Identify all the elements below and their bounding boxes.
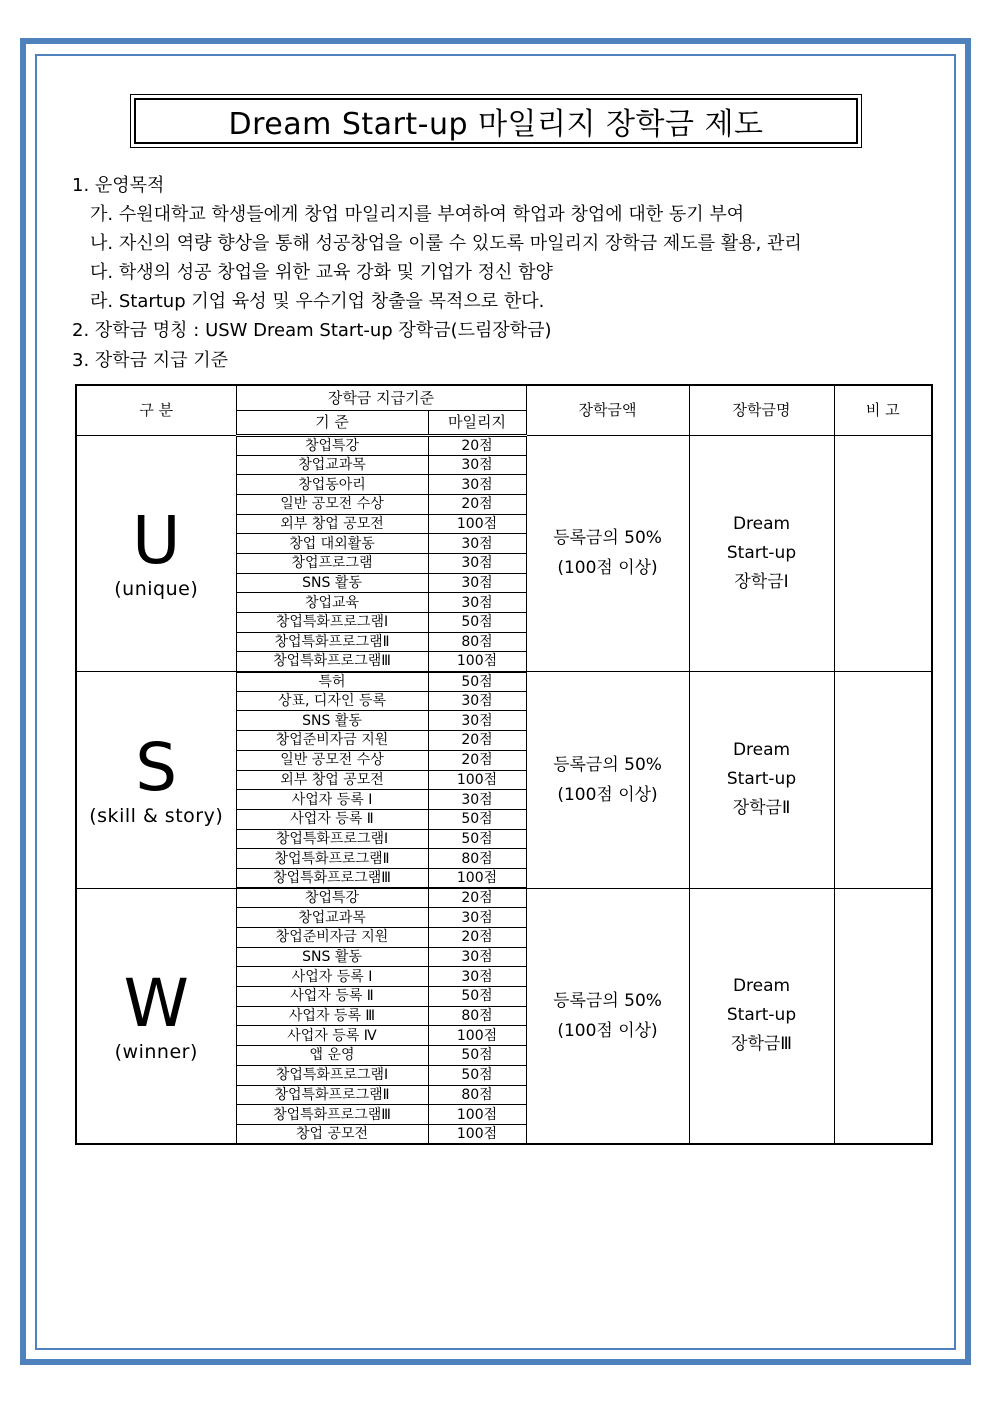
scholarship-name-line: Start-up [726, 769, 797, 790]
mileage-cell: 20점 [428, 750, 526, 770]
header-amount: 장학금액 [526, 385, 689, 435]
mileage-cell: 100점 [428, 514, 526, 534]
scholarship-name-line: Dream [732, 976, 791, 997]
note-cell [834, 672, 932, 889]
mileage-cell: 30점 [428, 711, 526, 731]
section-line: 2. 장학금 명칭 : USW Dream Start-up 장학금(드림장학금) [72, 320, 552, 341]
mileage-cell: 20점 [428, 928, 526, 948]
criteria-cell: 창업특화프로그램Ⅱ [236, 1085, 428, 1105]
mileage-cell: 50점 [428, 1065, 526, 1085]
document-title: Dream Start-up 마일리지 장학금 제도 [134, 98, 858, 144]
scholarship-name-line: 장학금Ⅰ [734, 571, 789, 592]
mileage-cell: 50점 [428, 987, 526, 1007]
mileage-cell: 20점 [428, 731, 526, 751]
criteria-cell: 창업특강 [236, 888, 428, 908]
criteria-cell: 창업교과목 [236, 908, 428, 928]
scholarship-name-cell [689, 888, 834, 1144]
section-line: 라. Startup 기업 육성 및 우수기업 창출을 목적으로 한다. [90, 291, 545, 312]
amount-cell [526, 888, 689, 1144]
scholarship-name-line: 장학금Ⅱ [732, 798, 791, 819]
criteria-cell: 사업자 등록 Ⅳ [236, 1026, 428, 1046]
criteria-cell: 사업자 등록 Ⅰ [236, 790, 428, 810]
mileage-cell: 30점 [428, 455, 526, 475]
criteria-cell: 창업교과목 [236, 455, 428, 475]
mileage-cell: 100점 [428, 1124, 526, 1144]
scholarship-name-line: Start-up [726, 542, 797, 563]
criteria-cell: 외부 창업 공모전 [236, 770, 428, 790]
table-row [76, 888, 932, 908]
category-letter: W [123, 964, 189, 1042]
mileage-cell: 30점 [428, 553, 526, 573]
scholarship-name-cell [689, 672, 834, 889]
table-row [76, 435, 932, 455]
criteria-cell: 창업동아리 [236, 475, 428, 495]
criteria-cell: 창업특화프로그램Ⅰ [236, 613, 428, 633]
criteria-cell: 창업특강 [236, 435, 428, 455]
mileage-cell: 30점 [428, 573, 526, 593]
criteria-cell: SNS 활동 [236, 711, 428, 731]
header-category: 구 분 [76, 385, 236, 435]
mileage-cell: 20점 [428, 435, 526, 455]
note-cell [834, 888, 932, 1144]
amount-line: (100점 이상) [557, 784, 658, 805]
section-line: 3. 장학금 지급 기준 [72, 350, 229, 371]
header-note: 비 고 [834, 385, 932, 435]
criteria-cell: SNS 활동 [236, 573, 428, 593]
criteria-cell: 창업교육 [236, 593, 428, 613]
amount-line: 등록금의 50% [553, 754, 662, 775]
amount-line: (100점 이상) [557, 1020, 658, 1041]
criteria-cell: 사업자 등록 Ⅱ [236, 987, 428, 1007]
mileage-cell: 50점 [428, 1046, 526, 1066]
mileage-cell: 80점 [428, 632, 526, 652]
mileage-cell: 100점 [428, 652, 526, 672]
mileage-cell: 20점 [428, 888, 526, 908]
amount-line: 등록금의 50% [553, 990, 662, 1011]
section-line: 다. 학생의 성공 창업을 위한 교육 강화 및 기업가 정신 함양 [90, 262, 553, 283]
scholarship-name-cell [689, 435, 834, 672]
criteria-cell: 일반 공모전 수상 [236, 494, 428, 514]
criteria-cell: 창업준비자금 지원 [236, 928, 428, 948]
header-mileage: 마일리지 [428, 410, 526, 435]
criteria-cell: 상표, 디자인 등록 [236, 691, 428, 711]
mileage-cell: 30점 [428, 691, 526, 711]
category-cell [76, 672, 236, 889]
section-line: 나. 자신의 역량 향상을 통해 성공창업을 이룰 수 있도록 마일리지 장학금 제도를 활용, 관리 [90, 233, 802, 254]
mileage-cell: 100점 [428, 1105, 526, 1125]
criteria-cell: 사업자 등록 Ⅲ [236, 1006, 428, 1026]
category-subtitle: (skill & story) [89, 804, 224, 827]
criteria-cell: 외부 창업 공모전 [236, 514, 428, 534]
criteria-cell: SNS 활동 [236, 947, 428, 967]
mileage-cell: 50점 [428, 672, 526, 692]
criteria-cell: 창업특화프로그램Ⅱ [236, 849, 428, 869]
amount-line: (100점 이상) [557, 558, 658, 579]
mileage-cell: 100점 [428, 770, 526, 790]
scholarship-criteria-table [75, 384, 933, 1145]
scholarship-name-line: 장학금Ⅲ [731, 1034, 793, 1055]
table-row [76, 672, 932, 692]
criteria-cell: 창업특화프로그램Ⅲ [236, 652, 428, 672]
criteria-cell: 창업준비자금 지원 [236, 731, 428, 751]
criteria-cell: 창업특화프로그램Ⅲ [236, 868, 428, 888]
scholarship-name-line: Dream [732, 513, 791, 534]
criteria-cell: 창업특화프로그램Ⅰ [236, 1065, 428, 1085]
mileage-cell: 30점 [428, 593, 526, 613]
mileage-cell: 100점 [428, 1026, 526, 1046]
mileage-cell: 30점 [428, 947, 526, 967]
criteria-cell: 창업 공모전 [236, 1124, 428, 1144]
mileage-cell: 80점 [428, 849, 526, 869]
category-cell [76, 435, 236, 672]
header-name: 장학금명 [689, 385, 834, 435]
amount-cell [526, 672, 689, 889]
section-line: 가. 수원대학교 학생들에게 창업 마일리지를 부여하여 학업과 창업에 대한 동기 부여 [90, 204, 745, 225]
mileage-cell: 50점 [428, 809, 526, 829]
header-criteria-group: 장학금 지급기준 [236, 385, 526, 410]
mileage-cell: 80점 [428, 1085, 526, 1105]
mileage-cell: 80점 [428, 1006, 526, 1026]
section-line: 1. 운영목적 [72, 175, 165, 196]
mileage-cell: 20점 [428, 494, 526, 514]
title-box [130, 94, 862, 148]
amount-line: 등록금의 50% [553, 528, 662, 549]
criteria-cell: 특허 [236, 672, 428, 692]
scholarship-name-line: Dream [732, 740, 791, 761]
header-criteria: 기 준 [236, 410, 428, 435]
category-subtitle: (unique) [114, 578, 199, 601]
mileage-cell: 100점 [428, 868, 526, 888]
criteria-cell: 창업 대외활동 [236, 534, 428, 554]
mileage-cell: 30점 [428, 475, 526, 495]
category-letter: S [135, 728, 178, 806]
table-body [76, 435, 932, 1144]
amount-cell [526, 435, 689, 672]
criteria-cell: 창업특화프로그램Ⅲ [236, 1105, 428, 1125]
category-letter: U [132, 502, 181, 580]
mileage-cell: 30점 [428, 534, 526, 554]
criteria-cell: 앱 운영 [236, 1046, 428, 1066]
criteria-cell: 일반 공모전 수상 [236, 750, 428, 770]
note-cell [834, 435, 932, 672]
criteria-cell: 창업특화프로그램Ⅰ [236, 829, 428, 849]
mileage-cell: 30점 [428, 908, 526, 928]
criteria-cell: 창업프로그램 [236, 553, 428, 573]
category-cell [76, 888, 236, 1144]
category-subtitle: (winner) [114, 1040, 198, 1063]
mileage-cell: 50점 [428, 829, 526, 849]
mileage-cell: 30점 [428, 967, 526, 987]
criteria-cell: 창업특화프로그램Ⅱ [236, 632, 428, 652]
mileage-cell: 30점 [428, 790, 526, 810]
mileage-cell: 50점 [428, 613, 526, 633]
criteria-cell: 사업자 등록 Ⅰ [236, 967, 428, 987]
criteria-cell: 사업자 등록 Ⅱ [236, 809, 428, 829]
scholarship-name-line: Start-up [726, 1005, 797, 1026]
